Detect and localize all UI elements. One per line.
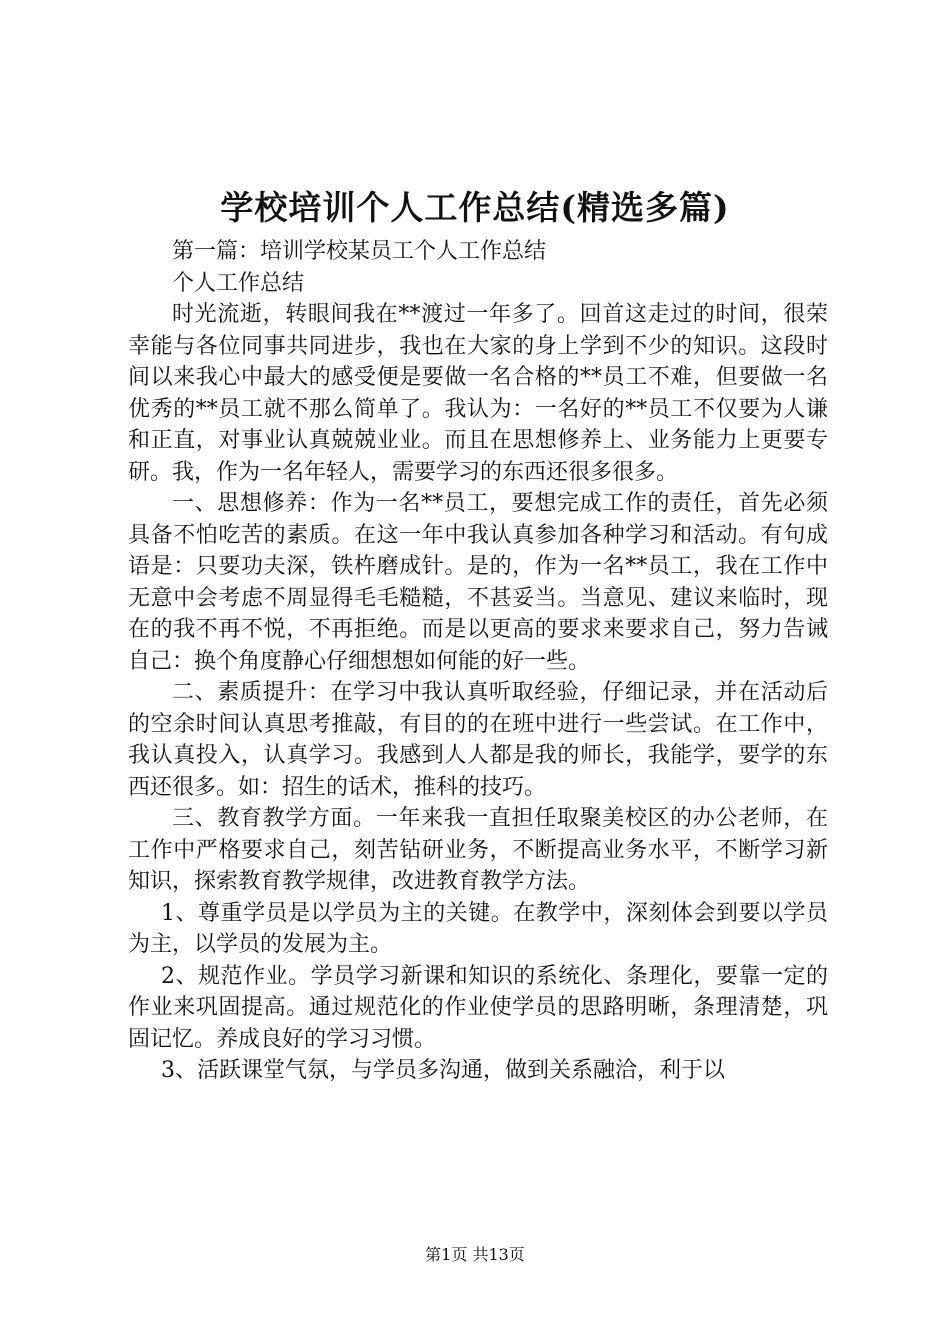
numbered-paragraph: 3、活跃课堂气氛，与学员多沟通，做到关系融洽，利于以 <box>161 1058 725 1083</box>
body-paragraph: 时光流逝，转眼间我在**渡过一年多了。回首这走过的时间，很荣幸能与各位同事共同进步，我也在大家的身上学到不少的知识。这段时间以来我心中最大的感受便是要做一名合格的**员工不难，但要做一名优秀的**员工就不那么简单了。我认为：一名好的**员工不仅要为人谦和正直，对事业认真兢兢业业。而且在思想修养上、业务能力上更要专研。我，作为一名年轻人，需要学习的东西还很多很多。 <box>128 302 828 485</box>
page-number-footer: 第1页 共13页 <box>425 1245 525 1264</box>
numbered-paragraph: 1、尊重学员是以学员为主的关键。在教学中，深刻体会到要以学员为主，以学员的发展为主。 <box>128 900 828 957</box>
numbered-paragraph: 2、规范作业。学员学习新课和知识的系统化、条理化，要靠一定的作业来巩固提高。通过规范化的作业使学员的思路明晰，条理清楚，巩固记忆。养成良好的学习习惯。 <box>128 963 828 1052</box>
body-paragraph: 一、思想修养：作为一名**员工，要想完成工作的责任，首先必须具备不怕吃苦的素质。在这一年中我认真参加各种学习和活动。有句成语是：只要功夫深，铁杵磨成针。是的，作为一名**员工，我在工作中无意中会考虑不周显得毛毛糙糙，不甚妥当。当意见、建议来临时，现在的我不再不悦，不再拒绝。而是以更高的要求来要求自己，努力告诫自己：换个角度静心仔细想想如何能的好一些。 <box>128 491 828 674</box>
document-body <box>128 236 828 1087</box>
document-title: 学校培训个人工作总结(精选多篇) <box>220 188 730 227</box>
subsection-heading: 个人工作总结 <box>172 270 305 296</box>
body-paragraph: 三、教育教学方面。一年来我一直担任取聚美校区的办公老师，在工作中严格要求自己，刻苦钻研业务，不断提高业务水平，不断学习新知识，探索教育教学规律，改进教育教学方法。 <box>128 806 828 894</box>
section-heading: 第一篇：培训学校某员工个人工作总结 <box>172 239 547 264</box>
body-paragraph: 二、素质提升：在学习中我认真听取经验，仔细记录，并在活动后的空余时间认真思考推敲，有目的的在班中进行一些尝试。在工作中，我认真投入，认真学习。我感到人人都是我的师长，我能学，要学的东西还很多。如：招生的话术，推科的技巧。 <box>128 680 828 800</box>
